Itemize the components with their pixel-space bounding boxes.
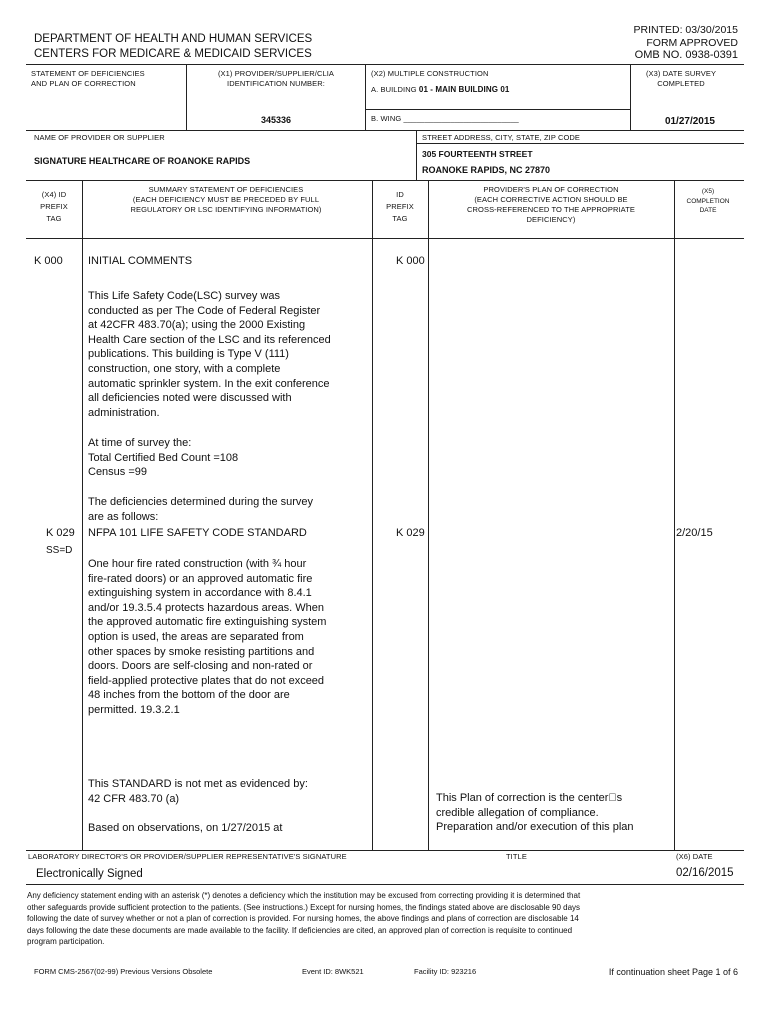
rule (428, 180, 429, 850)
printed-date: PRINTED: 03/30/2015 (633, 24, 738, 36)
col-x5: (X5) COMPLETION DATE (686, 188, 730, 214)
form-approved: FORM APPROVED (646, 36, 738, 49)
tag-k029: K 029 (46, 527, 75, 539)
standard-text: One hour fire rated construction (with ¾ hour fire-rated doors) or an approved automatic fire extinguishing system in accordance with 8.4.1 and/or 19.3.5.4 protects hazardous areas. When the approved automatic fire extinguishing system option is used, the areas are separated from other spaces by smoke resisting partitions and doors. Doors are self-closing and non-rated or field-applied protective plates that do not exceed 48 inches from the bottom of the door are permitted. 19.3.2.1 (88, 558, 327, 716)
statement-label: STATEMENT OF DEFICIENCIES AND PLAN OF CORRECTION (31, 69, 145, 88)
city-state-zip: ROANOKE RAPIDS, NC 27870 (422, 165, 551, 175)
signature-date: 02/16/2015 (676, 867, 734, 879)
tag-k029-plan: K 029 (396, 527, 425, 539)
tag-k000: K 000 (34, 255, 63, 267)
rule (416, 130, 417, 180)
signature-date-label: (X6) DATE (676, 852, 713, 861)
signature-label: LABORATORY DIRECTOR'S OR PROVIDER/SUPPLIER REPRESENTATIVE'S SIGNATURE (28, 852, 347, 861)
department-line: DEPARTMENT OF HEALTH AND HUMAN SERVICES (34, 33, 313, 45)
x3-label: (X3) DATE SURVEY COMPLETED (645, 69, 717, 88)
plan-of-correction-text: This Plan of correction is the center s credible allegation of compliance. Preparation and/or execution of this plan (436, 792, 634, 834)
form-approval-block (634, 24, 738, 62)
rule (26, 238, 744, 239)
building-row (371, 85, 509, 95)
address-label: STREET ADDRESS, CITY, STATE, ZIP CODE (422, 133, 581, 142)
rule (372, 180, 373, 850)
initial-comments-heading: INITIAL COMMENTS (88, 255, 193, 267)
rule (26, 180, 744, 181)
rule (26, 850, 744, 851)
x2-label: (X2) MULTIPLE CONSTRUCTION (371, 69, 489, 78)
street-address: 305 FOURTEENTH STREET (422, 149, 533, 159)
not-met-text: This STANDARD is not met as evidenced by: 42 CFR 483.70 (a) (88, 778, 308, 805)
wing-label: B. WING ___________________________ (371, 114, 519, 123)
rule (26, 130, 744, 131)
rule (82, 180, 83, 850)
provider-name-label: NAME OF PROVIDER OR SUPPLIER (34, 133, 165, 142)
form-number: FORM CMS-2567(02-99) Previous Versions Obsolete (34, 967, 213, 976)
omb-number: OMB NO. 0938-0391 (634, 49, 738, 61)
agency-name (34, 32, 312, 62)
building-label: A. BUILDING (371, 85, 417, 94)
deficiencies-intro: The deficiencies determined during the survey are as follows: (88, 496, 314, 523)
survey-date: 01/27/2015 (664, 116, 715, 127)
scope-severity: SS=D (46, 545, 73, 556)
x1-label: (X1) PROVIDER/SUPPLIER/CLIA IDENTIFICATION NUMBER: (217, 69, 335, 88)
col-x4: (X4) ID PREFIX TAG (40, 190, 68, 223)
rule (416, 143, 744, 144)
completion-date: 2/20/15 (676, 527, 713, 539)
rule (365, 64, 366, 130)
rule (674, 180, 675, 850)
disclosure-statement: Any deficiency statement ending with an asterisk (*) denotes a deficiency which the institution may be excused from correcting providing it is determined that other safeguards provide sufficient protection to the patients. (See instructions.) Except for nursing homes, the findings stated above are disclosable 90 days following the date of survey whether or not a plan of correction is provided. For nursing homes, the above findings and plans of correction are disclosable 14 days following the date these documents are made available to the facility. If deficiencies are cited, an approved plan of correction is requisite to continued program participation. (27, 891, 581, 946)
event-id: Event ID: 8WK521 (302, 967, 364, 976)
rule (26, 884, 744, 885)
electronic-signature: Electronically Signed (36, 868, 143, 880)
page-indicator: If continuation sheet Page 1 of 6 (608, 967, 738, 977)
col-plan: PROVIDER'S PLAN OF CORRECTION (EACH CORRECTIVE ACTION SHOULD BE CROSS-REFERENCED TO THE APPROPRIATE DEFICIENCY) (467, 185, 635, 224)
col-summary: SUMMARY STATEMENT OF DEFICIENCIES (EACH DEFICIENCY MUST BE PRECEDED BY FULL REGULATORY OR LSC IDENTIFYING INFORMATION) (130, 185, 322, 214)
census-paragraph: At time of survey the: Total Certified Bed Count =108 Census =99 (88, 437, 239, 479)
observations-text: Based on observations, on 1/27/2015 at (88, 822, 283, 834)
title-label: TITLE (506, 852, 527, 861)
building-value: 01 - MAIN BUILDING 01 (418, 85, 510, 94)
provider-number: 345336 (260, 115, 292, 125)
rule (365, 109, 630, 110)
provider-name: SIGNATURE HEALTHCARE OF ROANOKE RAPIDS (34, 156, 251, 166)
rule (26, 64, 744, 65)
tag-k000-plan: K 000 (396, 255, 425, 267)
facility-id: Facility ID: 923216 (414, 967, 477, 976)
centers-line: CENTERS FOR MEDICARE & MEDICAID SERVICES (34, 48, 312, 60)
standard-heading: NFPA 101 LIFE SAFETY CODE STANDARD (88, 527, 307, 539)
survey-intro-paragraph: This Life Safety Code(LSC) survey was conducted as per The Code of Federal Register at 42CFR 483.70(a); using the 2000 Existing Health Care section of the LSC and its referenced publications. This building is Type V (111) construction, one story, with a complete automatic sprinkler system. In the exit conference all deficiencies noted were discussed with administration. (88, 290, 331, 419)
col-id: ID PREFIX TAG (386, 190, 414, 223)
